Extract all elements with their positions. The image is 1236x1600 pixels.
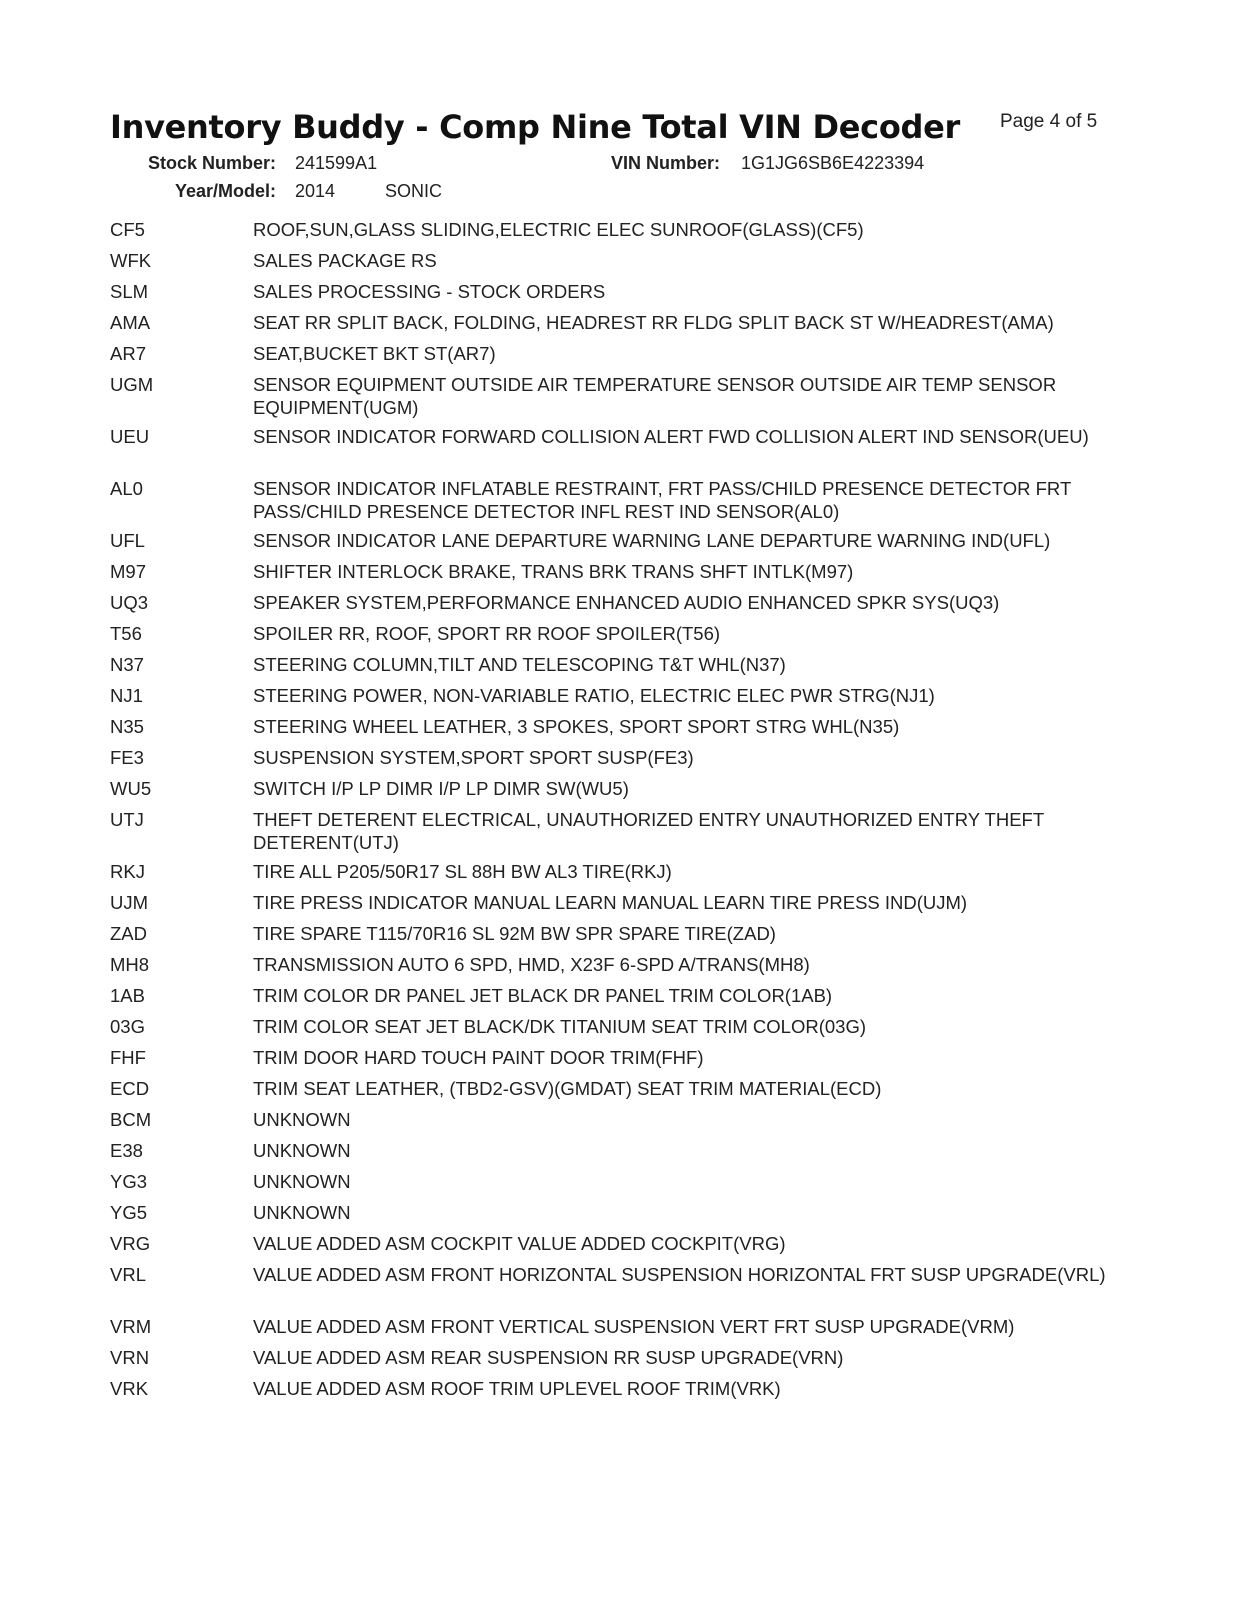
option-code: UFL bbox=[110, 530, 145, 551]
option-description: STEERING COLUMN,TILT AND TELESCOPING T&T WHL(N37) bbox=[253, 654, 786, 675]
option-code: FHF bbox=[110, 1047, 146, 1068]
option-code: FE3 bbox=[110, 747, 144, 768]
option-row bbox=[0, 529, 1236, 560]
year-value: 2014 bbox=[295, 181, 336, 201]
option-description: VALUE ADDED ASM FRONT HORIZONTAL SUSPENSION HORIZONTAL FRT SUSP UPGRADE(VRL) bbox=[253, 1264, 1106, 1285]
option-row bbox=[0, 1015, 1236, 1046]
option-code: RKJ bbox=[110, 861, 145, 882]
option-description: VALUE ADDED ASM FRONT VERTICAL SUSPENSION VERT FRT SUSP UPGRADE(VRM) bbox=[253, 1316, 1015, 1337]
option-description: SPOILER RR, ROOF, SPORT RR ROOF SPOILER(T56) bbox=[253, 623, 721, 644]
option-description: THEFT DETERENT ELECTRICAL, UNAUTHORIZED ENTRY UNAUTHORIZED ENTRY THEFT DETERENT(UTJ) bbox=[253, 809, 1044, 853]
option-code: UEU bbox=[110, 426, 150, 447]
option-description: TRIM COLOR DR PANEL JET BLACK DR PANEL TRIM COLOR(1AB) bbox=[253, 985, 833, 1006]
option-code: UGM bbox=[110, 374, 154, 395]
option-description: TRIM DOOR HARD TOUCH PAINT DOOR TRIM(FHF) bbox=[253, 1047, 704, 1068]
option-description: SWITCH I/P LP DIMR I/P LP DIMR SW(WU5) bbox=[253, 778, 629, 799]
option-row bbox=[0, 1077, 1236, 1108]
vin-number-label: VIN Number: bbox=[611, 153, 721, 173]
option-row bbox=[0, 1046, 1236, 1077]
option-description: STEERING POWER, NON-VARIABLE RATIO, ELECTRIC ELEC PWR STRG(NJ1) bbox=[253, 685, 935, 706]
option-code: NJ1 bbox=[110, 685, 143, 706]
option-code: CF5 bbox=[110, 219, 145, 240]
option-description: ROOF,SUN,GLASS SLIDING,ELECTRIC ELEC SUNROOF(GLASS)(CF5) bbox=[253, 219, 864, 240]
option-code: AMA bbox=[110, 312, 151, 333]
option-code: 03G bbox=[110, 1016, 145, 1037]
vin-number-value: 1G1JG6SB6E4223394 bbox=[741, 153, 925, 173]
option-code: BCM bbox=[110, 1109, 152, 1130]
option-description: SENSOR EQUIPMENT OUTSIDE AIR TEMPERATURE SENSOR OUTSIDE AIR TEMP SENSOR EQUIPMENT(UGM) bbox=[253, 374, 1057, 418]
option-row bbox=[0, 1108, 1236, 1139]
option-description: SALES PACKAGE RS bbox=[253, 250, 437, 271]
option-description: UNKNOWN bbox=[253, 1202, 351, 1223]
option-row bbox=[0, 984, 1236, 1015]
option-code: SLM bbox=[110, 281, 149, 302]
option-code: UJM bbox=[110, 892, 149, 913]
year-model-label: Year/Model: bbox=[175, 181, 277, 201]
model-value: SONIC bbox=[385, 181, 443, 201]
option-description: TRANSMISSION AUTO 6 SPD, HMD, X23F 6-SPD A/TRANS(MH8) bbox=[253, 954, 810, 975]
stock-number-value: 241599A1 bbox=[295, 153, 378, 173]
page-title: Inventory Buddy - Comp Nine Total VIN Decoder bbox=[110, 108, 961, 146]
option-description: TRIM SEAT LEATHER, (TBD2-GSV)(GMDAT) SEAT TRIM MATERIAL(ECD) bbox=[253, 1078, 882, 1099]
option-code: ZAD bbox=[110, 923, 147, 944]
option-row bbox=[0, 1170, 1236, 1201]
option-row bbox=[0, 684, 1236, 715]
option-row bbox=[0, 218, 1236, 249]
option-description: SPEAKER SYSTEM,PERFORMANCE ENHANCED AUDIO ENHANCED SPKR SYS(UQ3) bbox=[253, 592, 1000, 613]
option-row bbox=[0, 953, 1236, 984]
option-row bbox=[0, 891, 1236, 922]
option-description: UNKNOWN bbox=[253, 1171, 351, 1192]
option-row bbox=[0, 249, 1236, 280]
option-code: 1AB bbox=[110, 985, 145, 1006]
option-description: SEAT RR SPLIT BACK, FOLDING, HEADREST RR FLDG SPLIT BACK ST W/HEADREST(AMA) bbox=[253, 312, 1054, 333]
option-description: TRIM COLOR SEAT JET BLACK/DK TITANIUM SEAT TRIM COLOR(03G) bbox=[253, 1016, 867, 1037]
option-row bbox=[0, 653, 1236, 684]
option-code: M97 bbox=[110, 561, 146, 582]
option-row bbox=[0, 715, 1236, 746]
page-number: Page 4 of 5 bbox=[1000, 111, 1098, 132]
option-description: VALUE ADDED ASM COCKPIT VALUE ADDED COCKPIT(VRG) bbox=[253, 1233, 786, 1254]
option-row bbox=[0, 1377, 1236, 1408]
option-code: AL0 bbox=[110, 478, 143, 499]
option-row bbox=[0, 342, 1236, 373]
option-code: YG5 bbox=[110, 1202, 148, 1223]
option-code: WU5 bbox=[110, 778, 152, 799]
option-list bbox=[0, 218, 1236, 1408]
option-code: VRN bbox=[110, 1347, 150, 1368]
option-row bbox=[0, 1346, 1236, 1377]
option-code: VRK bbox=[110, 1378, 149, 1399]
option-row bbox=[0, 1139, 1236, 1170]
option-description: UNKNOWN bbox=[253, 1140, 351, 1161]
option-row bbox=[0, 1232, 1236, 1263]
option-code: WFK bbox=[110, 250, 152, 271]
stock-number-label: Stock Number: bbox=[148, 153, 277, 173]
option-description: TIRE SPARE T115/70R16 SL 92M BW SPR SPARE TIRE(ZAD) bbox=[253, 923, 776, 944]
option-row bbox=[0, 1263, 1236, 1315]
option-description: STEERING WHEEL LEATHER, 3 SPOKES, SPORT SPORT STRG WHL(N35) bbox=[253, 716, 900, 737]
option-code: YG3 bbox=[110, 1171, 148, 1192]
option-description: TIRE PRESS INDICATOR MANUAL LEARN MANUAL LEARN TIRE PRESS IND(UJM) bbox=[253, 892, 968, 913]
option-description: SALES PROCESSING - STOCK ORDERS bbox=[253, 281, 606, 302]
option-row bbox=[0, 280, 1236, 311]
option-description: SEAT,BUCKET BKT ST(AR7) bbox=[253, 343, 496, 364]
option-code: MH8 bbox=[110, 954, 150, 975]
option-description: UNKNOWN bbox=[253, 1109, 351, 1130]
option-description: SENSOR INDICATOR INFLATABLE RESTRAINT, FRT PASS/CHILD PRESENCE DETECTOR FRT PASS/CHILD PRESENCE DETECTOR INFL REST IND SENSOR(AL0) bbox=[253, 478, 1071, 522]
option-description: SENSOR INDICATOR FORWARD COLLISION ALERT FWD COLLISION ALERT IND SENSOR(UEU) bbox=[253, 426, 1089, 447]
option-description: SUSPENSION SYSTEM,SPORT SPORT SUSP(FE3) bbox=[253, 747, 694, 768]
option-row bbox=[0, 425, 1236, 477]
option-row bbox=[0, 373, 1236, 425]
option-code: UTJ bbox=[110, 809, 144, 830]
option-row bbox=[0, 591, 1236, 622]
option-code: VRM bbox=[110, 1316, 152, 1337]
option-code: VRG bbox=[110, 1233, 151, 1254]
option-code: N35 bbox=[110, 716, 144, 737]
option-row bbox=[0, 922, 1236, 953]
option-row bbox=[0, 311, 1236, 342]
option-code: AR7 bbox=[110, 343, 146, 364]
option-code: VRL bbox=[110, 1264, 146, 1285]
option-row bbox=[0, 777, 1236, 808]
option-row bbox=[0, 746, 1236, 777]
option-row bbox=[0, 560, 1236, 591]
option-description: SHIFTER INTERLOCK BRAKE, TRANS BRK TRANS SHFT INTLK(M97) bbox=[253, 561, 854, 582]
option-code: N37 bbox=[110, 654, 144, 675]
option-row bbox=[0, 808, 1236, 860]
option-code: UQ3 bbox=[110, 592, 149, 613]
option-row bbox=[0, 860, 1236, 891]
option-description: VALUE ADDED ASM ROOF TRIM UPLEVEL ROOF TRIM(VRK) bbox=[253, 1378, 781, 1399]
option-code: ECD bbox=[110, 1078, 150, 1099]
option-code: T56 bbox=[110, 623, 142, 644]
option-description: TIRE ALL P205/50R17 SL 88H BW AL3 TIRE(RKJ) bbox=[253, 861, 672, 882]
option-row bbox=[0, 477, 1236, 529]
option-description: VALUE ADDED ASM REAR SUSPENSION RR SUSP UPGRADE(VRN) bbox=[253, 1347, 844, 1368]
option-row bbox=[0, 1315, 1236, 1346]
option-row bbox=[0, 1201, 1236, 1232]
option-description: SENSOR INDICATOR LANE DEPARTURE WARNING LANE DEPARTURE WARNING IND(UFL) bbox=[253, 530, 1051, 551]
option-code: E38 bbox=[110, 1140, 143, 1161]
option-row bbox=[0, 622, 1236, 653]
